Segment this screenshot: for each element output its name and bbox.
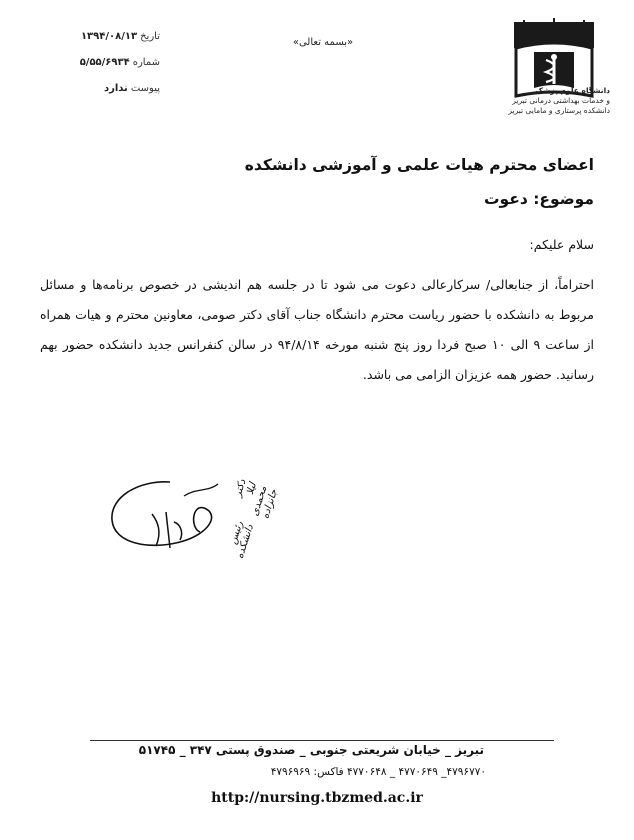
date-row	[40, 30, 160, 44]
signer-name: دکتر لیلا محمدی جانزاده	[232, 478, 280, 521]
greeting: سلام علیکم:	[529, 237, 594, 252]
footer-divider	[90, 740, 554, 741]
basmala: «بسمه تعالی»	[292, 37, 354, 48]
logo-caption	[500, 86, 610, 116]
number-value: ۵/۵۵/۶۹۳۴	[79, 57, 130, 68]
logo-caption-line-3: دانشکده پرستاری و مامایی تبریز	[508, 106, 610, 115]
date-label: تاریخ	[140, 31, 160, 42]
number-label: شماره	[132, 57, 160, 68]
footer-address: تبریز _ خیابان شریعتی جنوبی _ صندوق پستی ۳۴۷ _ ۵۱۷۴۵	[138, 743, 484, 757]
date-value: ۱۳۹۴/۰۸/۱۳	[80, 31, 138, 42]
university-logo-icon	[494, 18, 614, 138]
letter-metadata	[40, 30, 160, 96]
signer-title: رئیس دانشکده	[227, 520, 256, 561]
footer-website-link[interactable]: http://nursing.tbzmed.ac.ir	[211, 790, 423, 806]
subject-line: موضوع: دعوت	[483, 190, 594, 208]
logo-caption-line-2: و خدمات بهداشتی درمانی تبریز	[512, 96, 610, 105]
letter-body: احتراماً، از جنابعالی/ سرکارعالی دعوت می شود تا در جلسه هم اندیشی در خصوص برنامه‌ها و مسائل مربوط به دانشکده با حضور ریاست محترم دانشگاه جناب آقای دکتر صومی، معاونین محترم و هیات همراه از ساعت ۹ الی ۱۰ صبح فردا روز پنج شنبه مورخه ۹۴/۸/۱۴ در سالن کنفرانس جدید دانشکده حضور بهم رسانید. حضور همه عزیزان الزامی می باشد.	[40, 277, 594, 382]
attachment-label: پیوست	[130, 83, 160, 94]
footer-phones: ۴۷۹۶۷۷۰_ ۴۷۷۰۶۴۹ _ ۴۷۷۰۶۴۸ فاکس: ۴۷۹۶۹۶۹	[270, 766, 486, 778]
recipient-line: اعضای محترم هیات علمی و آموزشی دانشکده	[244, 156, 594, 174]
attachment-row	[40, 82, 160, 96]
logo-caption-line-1: دانشگاه علوم پزشکی	[531, 86, 610, 95]
number-row	[40, 56, 160, 70]
attachment-value: ندارد	[103, 83, 128, 94]
